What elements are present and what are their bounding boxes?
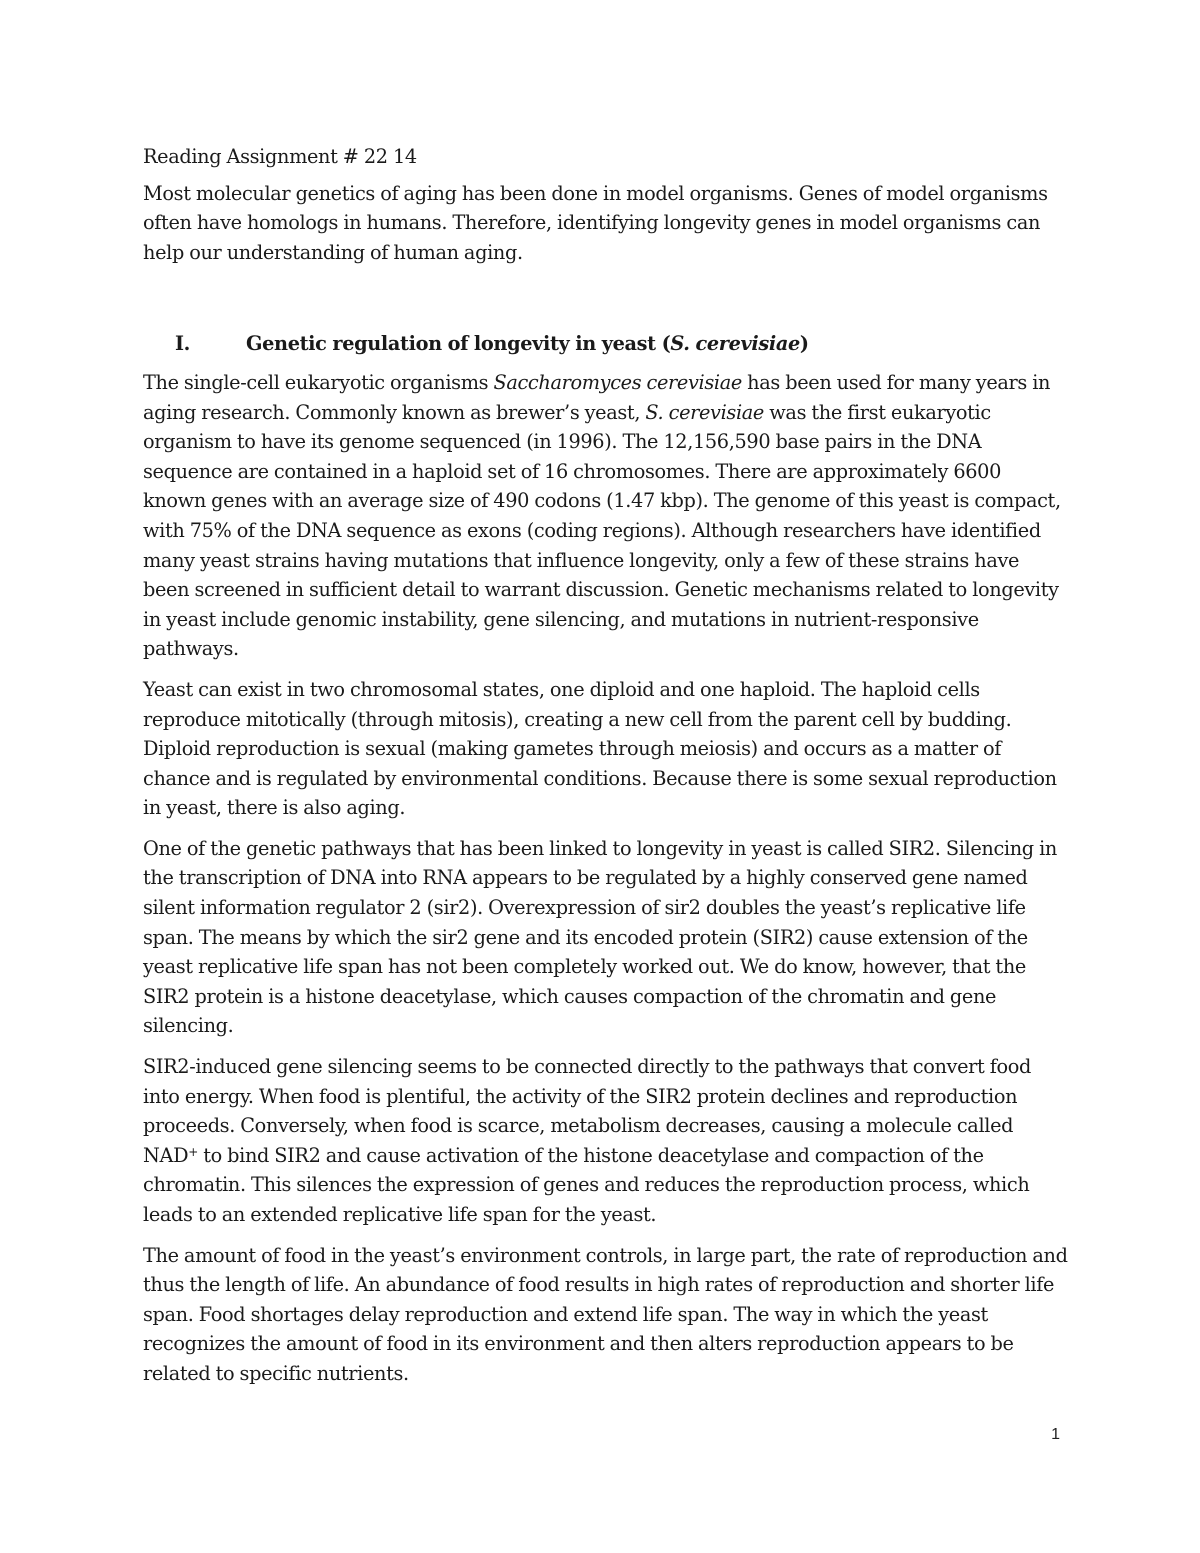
section-title <box>246 329 809 359</box>
intro-paragraph: Most molecular genetics of aging has been done in model organisms. Genes of model organisms often have homologs in humans. Therefore, identifying longevity genes in model organisms can help our understanding of human aging. <box>143 181 1048 264</box>
paragraph-chromosomal-states: Yeast can exist in two chromosomal states, one diploid and one haploid. The haploid cells reproduce mitotically (through mitosis), creating a new cell from the parent cell by budding. Diploid reproduction is sexual (making gametes through meiosis) and occurs as a matter of chance and is regulated by environmental conditions. Because there is some sexual reproduction in yeast, there is also aging. <box>143 677 1057 820</box>
section-title-text: Genetic regulation of longevity in yeast ( <box>246 332 671 356</box>
paragraph-yeast-genome <box>143 368 1068 664</box>
document-title: Reading Assignment # 22 14 <box>143 145 417 168</box>
document-body <box>143 142 1068 1389</box>
species-name: S. cerevisiae <box>645 400 764 424</box>
species-name: Saccharomyces cerevisiae <box>493 370 742 394</box>
superscript-plus: + <box>188 1144 198 1159</box>
section-heading <box>143 329 1068 359</box>
section-title-species: S. cerevisiae <box>670 332 800 356</box>
paragraph-text: has been used for many years in aging research. Commonly known as brewer’s yeast, <box>143 370 1051 424</box>
paragraph-text: SIR2-induced gene silencing seems to be connected directly to the pathways that convert food into energy. When food is plentiful, the activity of the SIR2 protein declines and reproduction proceeds. Conversely, when food is scarce, metabolism decreases, causing a molecule called NAD <box>143 1055 1031 1167</box>
paragraph-food-environment: The amount of food in the yeast’s environment controls, in large part, the rate of reproduction and thus the length of life. An abundance of food results in high rates of reproduction and shorter life span. Food shortages delay reproduction and extend life span. The way in which the yeast recognizes the amount of food in its environment and then alters reproduction appears to be related to specific nutrients. <box>143 1243 1068 1385</box>
paragraph-text: The single-cell eukaryotic organisms <box>143 370 494 394</box>
paragraph-text: to bind SIR2 and cause activation of the histone deacetylase and compaction of the chromatin. This silences the expression of genes and reduces the reproduction process, which leads to an extended replicative life span for the yeast. <box>143 1143 1030 1226</box>
paragraph-text: was the first eukaryotic organism to have its genome sequenced (in 1996). The 12,156,590 base pairs in the DNA sequence are contained in a haploid set of 16 chromosomes. There are approximately 6600 known genes with an average size of 490 codons (1.47 kbp). The genome of this yeast is compact, with 75% of the DNA sequence as exons (coding regions). Although researchers have identified many yeast strains having mutations that influence longevity, only a few of these strains have been screened in sufficient detail to warrant discussion. Genetic mechanisms related to longevity in yeast include genomic instability, gene silencing, and mutations in nutrient-responsive pathways. <box>143 400 1061 661</box>
section-title-close: ) <box>799 332 809 356</box>
paragraph-sir2-silencing <box>143 1052 1068 1230</box>
page-number: 1 <box>1051 1426 1060 1443</box>
paragraph-sir2-pathway: One of the genetic pathways that has been linked to longevity in yeast is called SIR2. Silencing in the transcription of DNA into RNA appears to be regulated by a highly conserved gene named silent information regulator 2 (sir2). Overexpression of sir2 doubles the yeast’s replicative life span. The means by which the sir2 gene and its encoded protein (SIR2) cause extension of the yeast replicative life span has not been completely worked out. We do know, however, that the SIR2 protein is a histone deacetylase, which causes compaction of the chromatin and gene silencing. <box>143 836 1057 1038</box>
section-number: I. <box>175 332 191 356</box>
